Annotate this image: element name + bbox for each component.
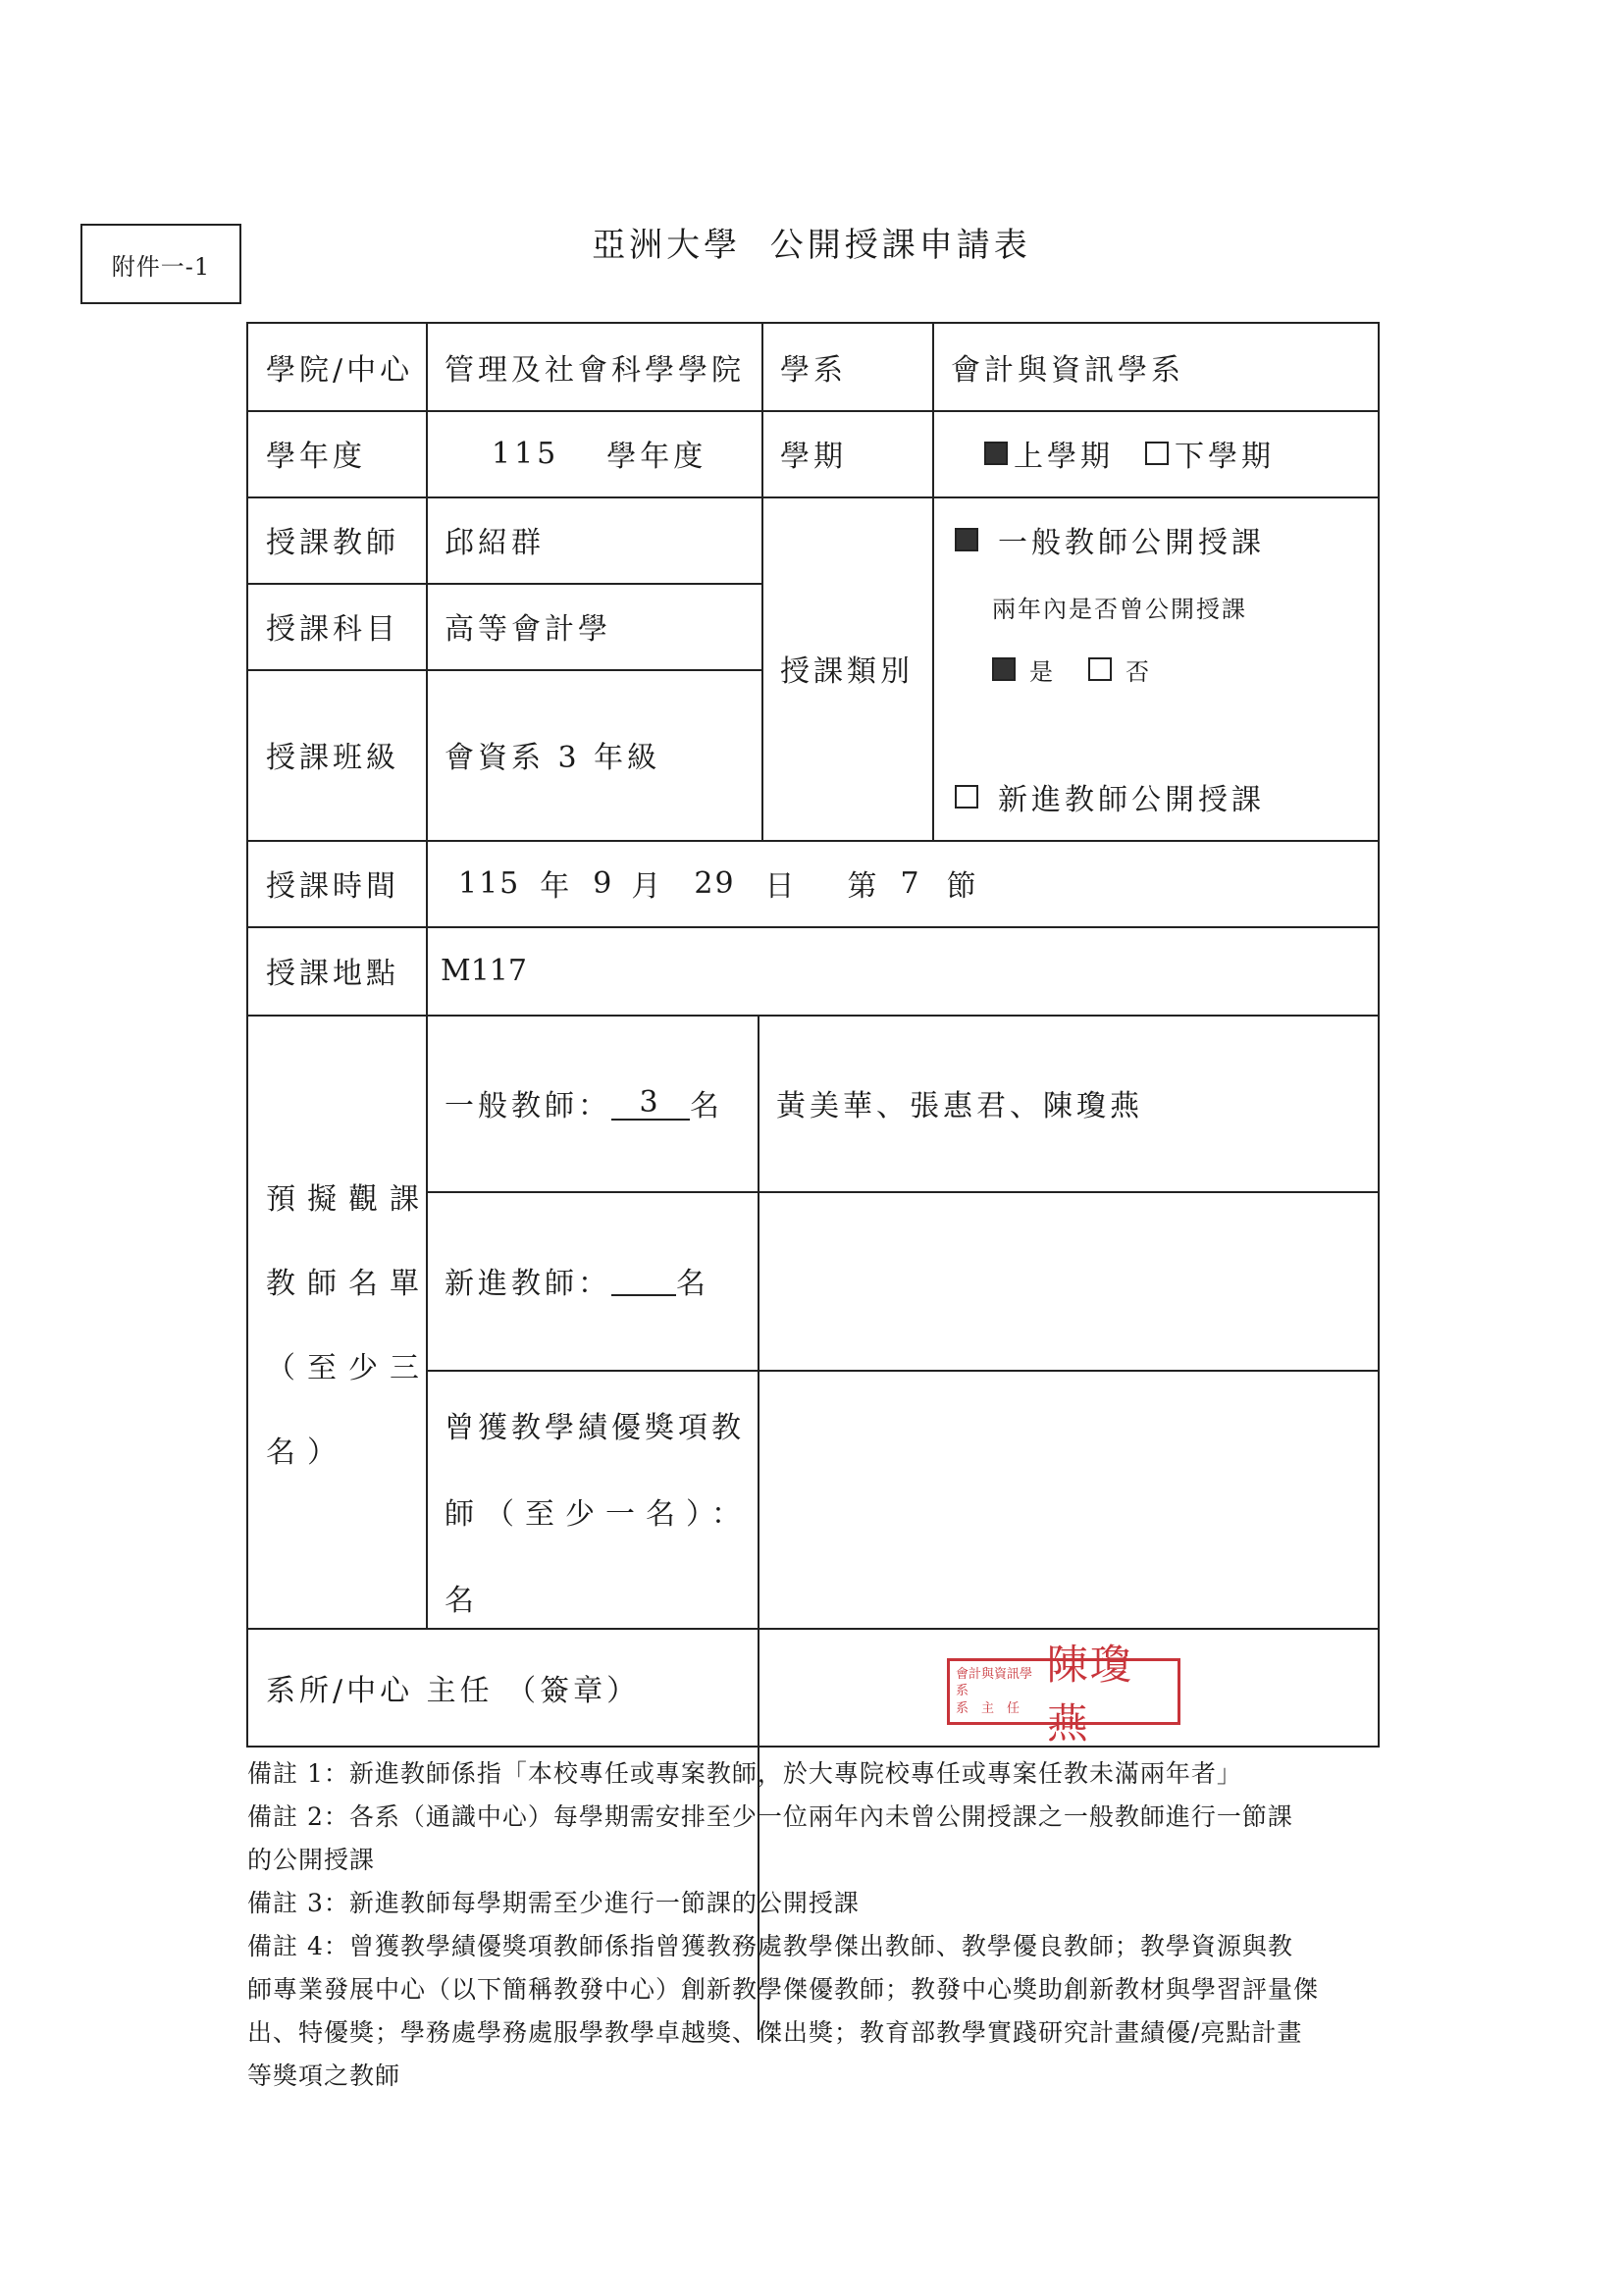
type-new-checkbox[interactable] [955, 785, 978, 809]
type-general [955, 516, 1265, 563]
teacher-value: 邱紹群 [445, 526, 545, 560]
year-label: 學年度 [266, 440, 366, 474]
note-line: 備註 3：新進教師每學期需至少進行一節課的公開授課 [247, 1889, 860, 1917]
college-value: 管理及社會科學學院 [445, 353, 745, 388]
type-general-checkbox[interactable] [955, 528, 978, 551]
type-yes-label: 是 [1029, 657, 1055, 686]
new-teacher-field [445, 1191, 709, 1370]
location-label: 授課地點 [266, 957, 399, 991]
observers-label-line1: 預擬觀課 [266, 1182, 431, 1217]
general-teacher-label: 一般教師： [445, 1089, 611, 1123]
general-teacher-unit: 名 [690, 1089, 723, 1123]
signature-label: 系所/中心 主任 （簽章） [266, 1674, 641, 1708]
year-suffix: 學年度 [606, 440, 707, 474]
type-question: 兩年內是否曾公開授課 [992, 595, 1247, 623]
new-teacher-label: 新進教師： [445, 1267, 611, 1301]
general-teacher-field [445, 1015, 723, 1191]
new-teacher-unit: 名 [676, 1267, 709, 1301]
subject-value: 高等會計學 [445, 612, 611, 647]
observers-label [266, 1158, 431, 1495]
type-label: 授課類別 [780, 654, 914, 689]
teacher-label: 授課教師 [266, 526, 399, 560]
class-value: 會資系 3 年級 [445, 741, 661, 775]
note-line: 備註 4：曾獲教學績優獎項教師係指曾獲教務處教學傑出教師、教學優良教師；教學資源與教 [247, 1932, 1293, 1960]
note-line: 師專業發展中心（以下簡稱教發中心）創新教學傑優教師；教發中心獎助創新教材與學習評量傑 [247, 1975, 1320, 2004]
notes [247, 1752, 1386, 2098]
new-teacher-count [611, 1265, 676, 1296]
type-no-checkbox[interactable] [1088, 657, 1112, 681]
time-month: 9 [593, 865, 614, 901]
semester-second-label: 下學期 [1175, 440, 1275, 474]
class-label: 授課班級 [266, 741, 399, 775]
note-line: 的公開授課 [247, 1846, 376, 1874]
year-value: 115 [492, 436, 560, 471]
semester-first-label: 上學期 [1014, 440, 1114, 474]
time-day-unit: 日 [764, 869, 797, 904]
attachment-label: 附件一-1 [80, 224, 241, 304]
time-label: 授課時間 [266, 869, 399, 904]
time-period: 7 [900, 865, 921, 901]
general-teacher-count: 3 [611, 1086, 690, 1121]
award-teacher-field [445, 1385, 752, 1644]
observers-label-line4: 名） [266, 1435, 348, 1470]
general-teacher-names: 黃美華、張惠君、陳瓊燕 [776, 1089, 1143, 1123]
award-teacher-line2: 師（至少一名）： [445, 1497, 752, 1532]
seal-dept [956, 1666, 1043, 1718]
time-year: 115 [458, 865, 521, 901]
time-period-prefix: 第 [847, 869, 879, 904]
type-new [955, 773, 1265, 820]
college-label: 學院/中心 [266, 353, 414, 388]
observers-label-line3: （至少三 [266, 1351, 431, 1385]
type-yes-checkbox[interactable] [992, 657, 1016, 681]
subject-label: 授課科目 [266, 612, 399, 647]
location-value: M117 [441, 953, 527, 988]
observers-label-line2: 教師名單 [266, 1267, 431, 1301]
semester-first-checkbox[interactable] [984, 442, 1008, 465]
note-line: 備註 2：各系（通識中心）每學期需安排至少一位兩年內未曾公開授課之一般教師進行一節課 [247, 1802, 1293, 1831]
type-no-label: 否 [1126, 657, 1151, 686]
director-seal [947, 1641, 1180, 1748]
application-form-table [246, 322, 1380, 1748]
award-teacher-line1: 曾獲教學績優獎項教 [445, 1411, 745, 1445]
type-new-label: 新進教師公開授課 [998, 783, 1265, 817]
note-line: 等獎項之教師 [247, 2061, 401, 2090]
year-field [492, 410, 707, 496]
note-line: 出、特優獎；學務處學務處服學教學卓越獎、傑出獎；教育部教學實踐研究計畫績優/亮點計畫 [247, 2018, 1303, 2047]
dept-value: 會計與資訊學系 [951, 353, 1184, 388]
time-day: 29 [694, 865, 736, 901]
time-year-unit: 年 [540, 869, 572, 904]
page-title: 亞洲大學 公開授課申請表 [592, 226, 1031, 265]
time-value [458, 840, 978, 926]
type-general-label: 一般教師公開授課 [998, 526, 1265, 560]
seal-dept-line2: 系 主 任 [956, 1700, 1021, 1716]
type-yes-no [992, 648, 1151, 691]
time-period-unit: 節 [946, 869, 978, 904]
seal-dept-line1: 會計與資訊學系 [956, 1666, 1033, 1699]
semester-second-checkbox[interactable] [1145, 442, 1169, 465]
semester-options [984, 410, 1275, 496]
dept-label: 學系 [780, 353, 847, 388]
award-teacher-line3: 名 [445, 1584, 478, 1618]
seal-name: 陳瓊燕 [1046, 1641, 1133, 1748]
note-line: 備註 1：新進教師係指「本校專任或專案教師，於大專院校專任或專案任教未滿兩年者」 [247, 1759, 1242, 1788]
time-month-unit: 月 [631, 869, 663, 904]
semester-label: 學期 [780, 440, 847, 474]
